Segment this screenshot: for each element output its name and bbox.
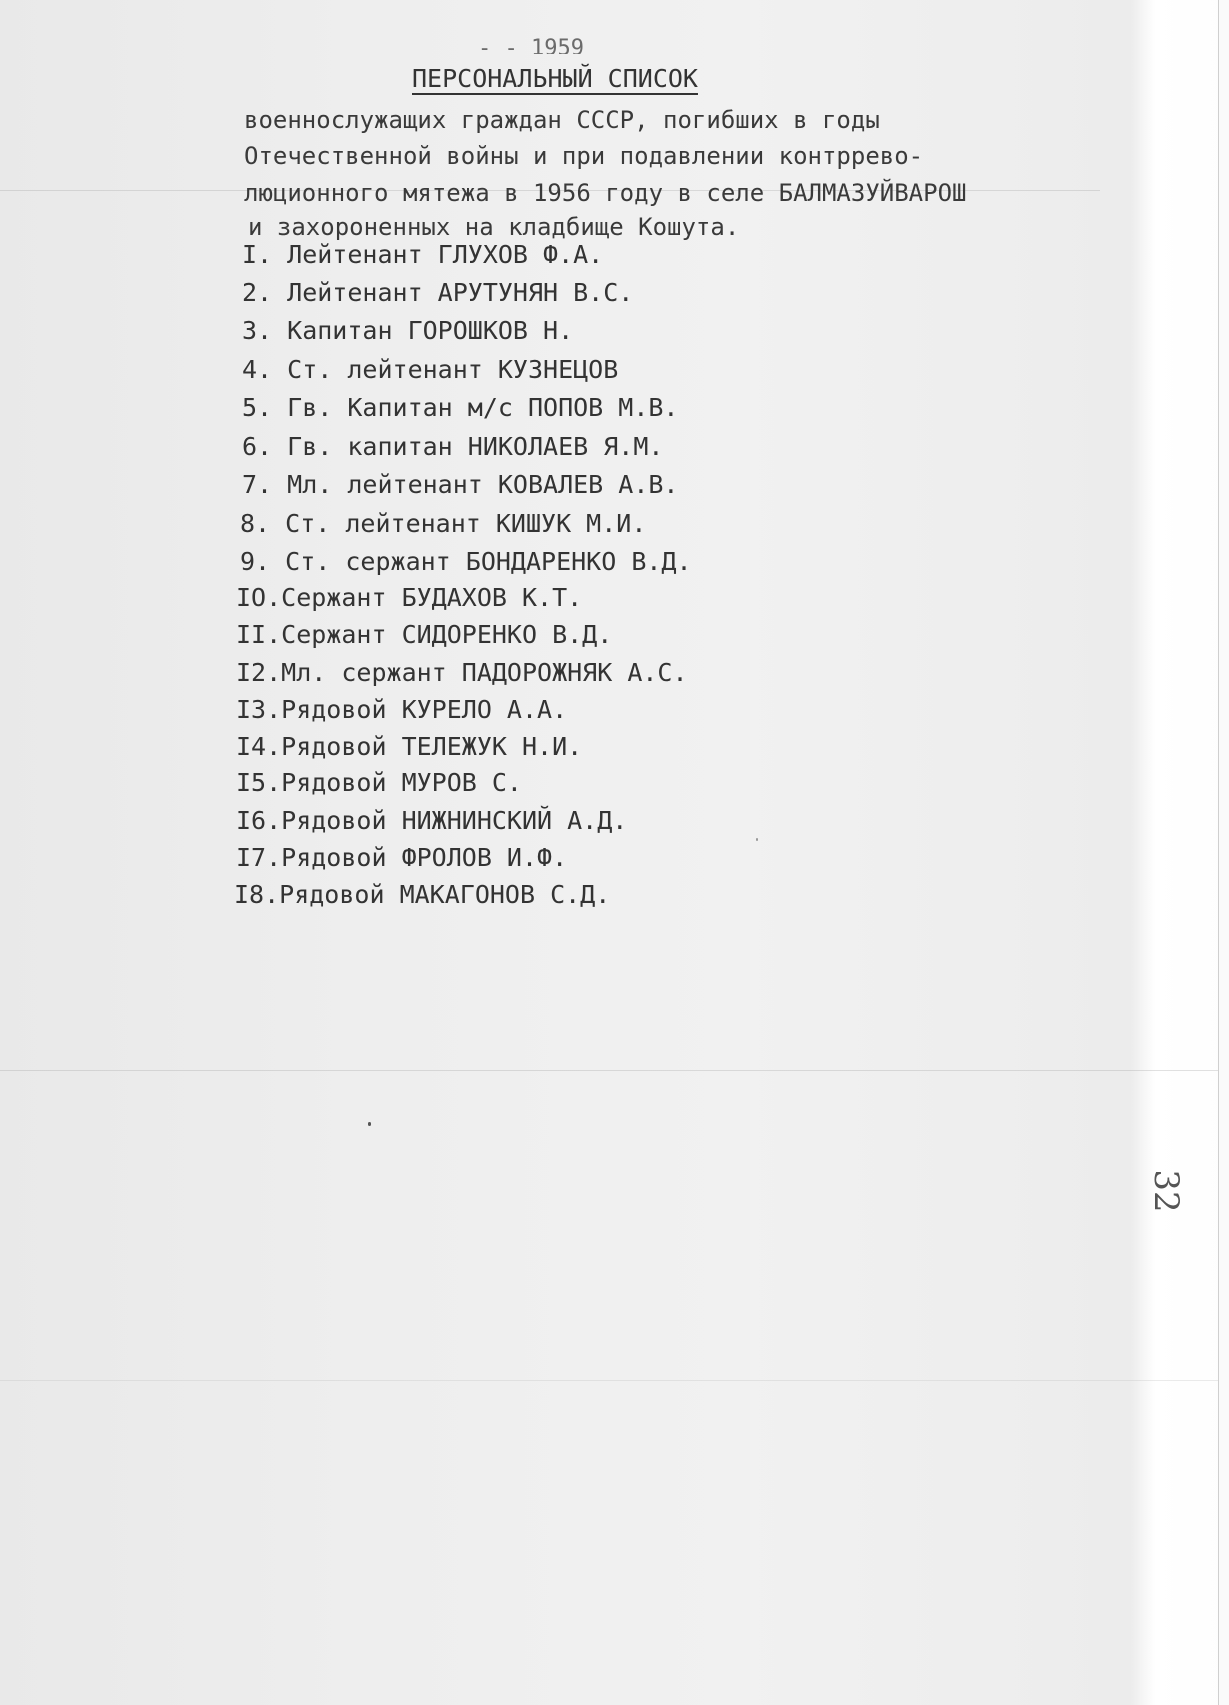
list-item: 2. Лейтенант АРУТУНЯН В.С. [242,278,634,307]
intro-line: Отечественной войны и при подавлении контррево- [244,142,924,170]
list-item: IO.Сержант БУДАХОВ К.Т. [236,583,583,612]
list-item: 9. Ст. сержант БОНДАРЕНКО В.Д. [240,547,692,576]
list-item: I8.Рядовой МАКАГОНОВ С.Д. [234,880,611,909]
list-item: I5.Рядовой МУРОВ С. [236,768,522,797]
paper-speck [756,838,758,841]
header-fragment: - - 1959 [478,36,584,54]
list-item: 3. Капитан ГОРОШКОВ Н. [242,316,574,345]
intro-line: военнослужащих граждан СССР, погибших в годы [244,106,880,134]
page-edge [1218,0,1229,1705]
list-item: I. Лейтенант ГЛУХОВ Ф.А. [242,240,604,269]
list-item: 8. Ст. лейтенант КИШУК М.И. [240,509,647,538]
list-item: I7.Рядовой ФРОЛОВ И.Ф. [236,843,568,872]
list-item: 5. Гв. Капитан м/с ПОПОВ М.В. [242,393,679,422]
paper-speck [368,1122,371,1126]
paper-fold [0,1380,1218,1381]
document-title: ПЕРСОНАЛЬНЫЙ СПИСОК [412,64,698,93]
list-item: 7. Мл. лейтенант КОВАЛЕВ А.В. [242,470,679,499]
paper-fold [0,1070,1218,1071]
list-item: I4.Рядовой ТЕЛЕЖУК Н.И. [236,732,583,761]
list-item: I3.Рядовой КУРЕЛО А.А. [236,695,568,724]
list-item: I6.Рядовой НИЖНИНСКИЙ А.Д. [236,806,628,835]
list-item: II.Сержант СИДОРЕНКО В.Д. [236,620,613,649]
list-item: 4. Ст. лейтенант КУЗНЕЦОВ [242,355,619,384]
list-item: I2.Мл. сержант ПАДОРОЖНЯК А.С. [236,658,688,687]
intro-line: люционного мятежа в 1956 году в селе БАЛМАЗУЙВАРОШ [244,179,967,207]
page-number-mark: 32 [1146,1169,1186,1213]
list-item: 6. Гв. капитан НИКОЛАЕВ Я.М. [242,432,664,461]
intro-line: и захороненных на кладбище Кошута. [248,213,740,241]
